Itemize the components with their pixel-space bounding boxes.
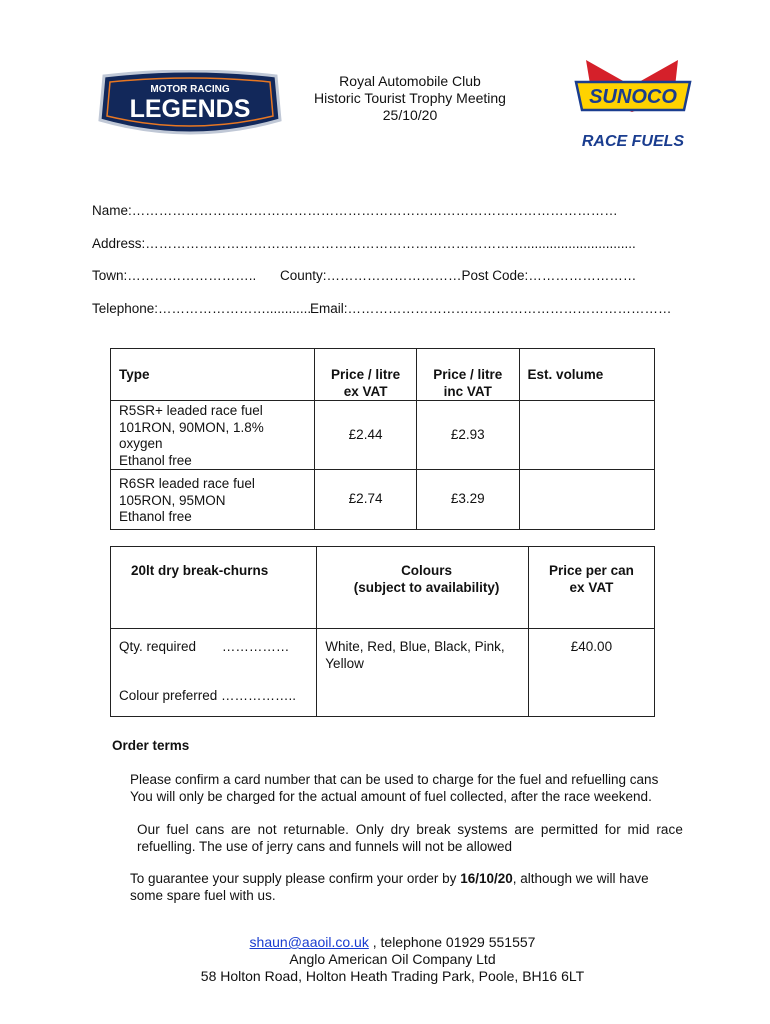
terms-paragraph-deadline — [130, 870, 690, 904]
terms-text: Please confirm a card number that can be used to charge for the fuel and refuelling cans — [130, 772, 659, 787]
contact-footer — [100, 934, 685, 985]
price-inc-vat: £2.93 — [416, 401, 519, 470]
telephone-text: , telephone 01929 551557 — [368, 934, 536, 950]
name-field[interactable]: Name:……………………………………………………………………………………………… — [92, 203, 618, 218]
fuel-price-table — [110, 348, 655, 530]
terms-paragraph-payment — [130, 771, 690, 805]
cans-table-header — [111, 547, 655, 629]
header-type: Type — [111, 349, 315, 401]
terms-paragraph-cans — [137, 821, 683, 855]
terms-text: , although we will have — [512, 871, 649, 886]
fuel-type: R6SR leaded race fuel 105RON, 95MON Ethanol free — [111, 470, 315, 530]
est-volume-input[interactable] — [519, 470, 654, 530]
svg-text:LEGENDS: LEGENDS — [129, 95, 251, 123]
terms-text: To guarantee your supply please confirm your order by — [130, 871, 461, 886]
order-terms-title: Order terms — [112, 738, 190, 753]
heading-date: 25/10/20 — [382, 107, 438, 123]
email-field[interactable]: Email:……………………………………………………………… — [310, 301, 672, 316]
county-postcode-field[interactable]: County:…………………………Post Code:…………………… — [280, 268, 637, 283]
heading-meeting: Historic Tourist Trophy Meeting — [314, 90, 506, 106]
colour-preferred-input[interactable]: Colour preferred …………….. — [119, 687, 297, 703]
heading-club: Royal Automobile Club — [339, 73, 481, 89]
can-order-cell — [111, 629, 317, 717]
qty-label: Qty. required — [119, 639, 197, 654]
fuel-table-header — [111, 349, 655, 401]
order-deadline-date: 16/10/20 — [460, 871, 513, 886]
terms-text: Our fuel cans are not returnable. Only dry break systems are permitted for mid race — [137, 822, 683, 837]
header-price-ex-vat: Price / litre ex VAT — [315, 349, 417, 401]
motor-racing-legends-logo — [94, 70, 286, 140]
price-ex-vat: £2.44 — [315, 401, 417, 470]
table-row — [111, 629, 655, 717]
company-address: 58 Holton Road, Holton Heath Trading Park, Poole, BH16 6LT — [200, 968, 585, 984]
table-row — [111, 401, 655, 470]
address-field[interactable]: Address:………………………………………………………………………….............................. — [92, 236, 636, 251]
contact-line — [100, 934, 685, 951]
terms-line — [130, 870, 690, 887]
svg-text:RACE FUELS: RACE FUELS — [581, 133, 685, 150]
email-link[interactable]: shaun@aaoil.co.uk — [249, 934, 369, 950]
price-per-can: £40.00 — [528, 629, 654, 717]
price-inc-vat: £3.29 — [416, 470, 519, 530]
terms-text: You will only be charged for the actual amount of fuel collected, after the race weekend. — [130, 789, 652, 804]
header-est-volume: Est. volume — [519, 349, 654, 401]
fuel-cans-table — [110, 546, 655, 717]
qty-row — [119, 639, 316, 656]
header-price-inc-vat: Price / litre inc VAT — [416, 349, 519, 401]
sunoco-race-fuels-logo — [566, 52, 700, 152]
est-volume-input[interactable] — [519, 401, 654, 470]
table-row — [111, 470, 655, 530]
price-ex-vat: £2.74 — [315, 470, 417, 530]
town-field[interactable]: Town:……………………….. — [92, 268, 257, 283]
svg-text:SUNOCO: SUNOCO — [589, 86, 677, 108]
terms-text: some spare fuel with us. — [130, 888, 276, 903]
company-name: Anglo American Oil Company Ltd — [289, 951, 496, 967]
fuel-type: R5SR+ leaded race fuel 101RON, 90MON, 1.8% oxygen Ethanol free — [111, 401, 315, 470]
header-colours: Colours (subject to availability) — [317, 547, 529, 629]
telephone-field[interactable]: Telephone:……………………............ — [92, 301, 312, 316]
event-heading — [300, 73, 520, 124]
header-product: 20lt dry break-churns — [111, 547, 317, 629]
qty-input[interactable]: …………… — [221, 639, 290, 654]
svg-text:MOTOR RACING: MOTOR RACING — [150, 84, 230, 95]
header-price-per-can: Price per can ex VAT — [528, 547, 654, 629]
available-colours: White, Red, Blue, Black, Pink, Yellow — [317, 629, 529, 717]
terms-text: refuelling. The use of jerry cans and funnels will not be allowed — [137, 839, 512, 854]
